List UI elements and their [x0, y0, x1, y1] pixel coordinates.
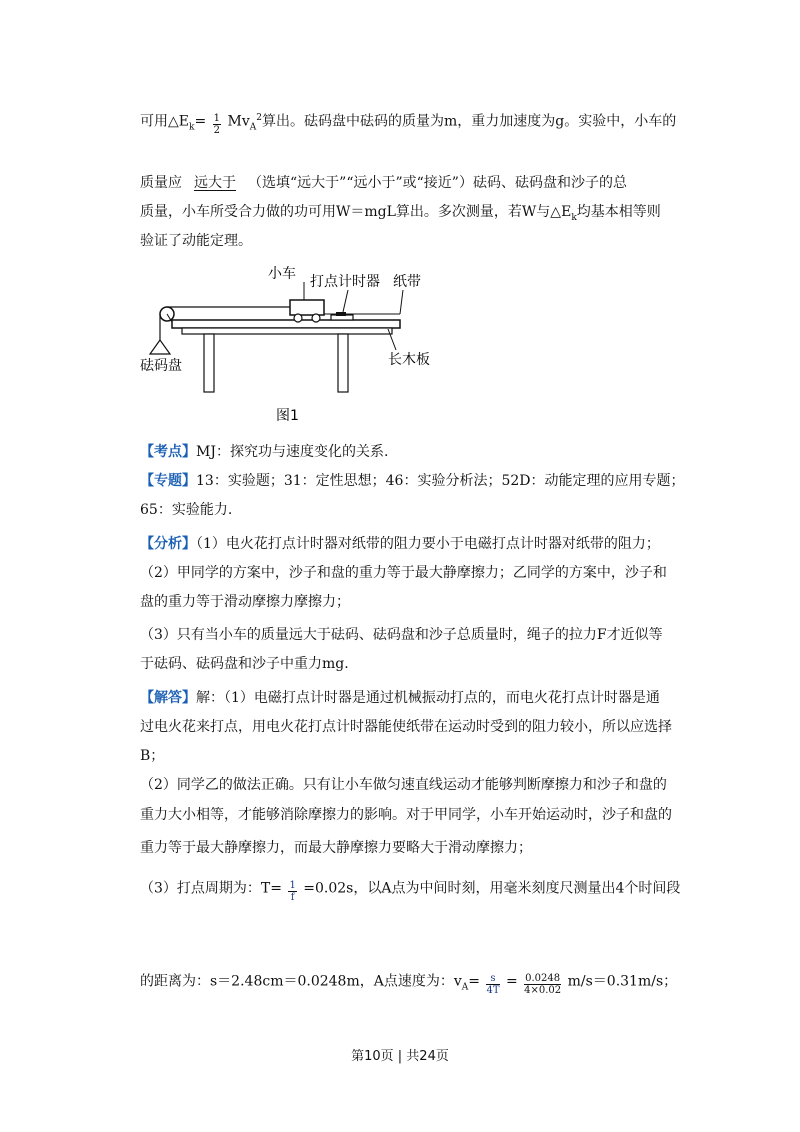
text-line-3: 质量，小车所受合力做的功可用W＝mgL算出。多次测量，若W与$\triangle E_k$均基本相等则 — [140, 204, 661, 223]
jieda-line-2: 过电火花来打点，用电火花打点计时器能使纸带在运动时受到的阻力较小，所以应选择 — [140, 719, 672, 735]
page-footer: 第10页 | 共24页 — [351, 1049, 449, 1064]
label-weight-pan: 砝码盘 — [140, 358, 182, 374]
fenxi-line-5: 于砝码、砝码盘和沙子中重力mg. — [140, 656, 349, 672]
zhuanti-line-2: 65：实验能力. — [140, 502, 233, 518]
label-tape: 纸带 — [393, 274, 421, 290]
jieda-line: 【解答】解：（1）电磁打点计时器是通过机械振动打点的，而电火花打点计时器是通 — [140, 690, 660, 706]
text-line-2: 质量应 远大于 （选填“远大于”“远小于”或“接近”）砝码、砝码盘和沙子的总 — [140, 175, 627, 191]
period-line: （3）打点周期为：T= $\frac{1}{f}$ =0.02s，以A点为中间时刻，用毫米刻度尺测量出4个时间段 — [140, 880, 681, 903]
fenxi-line-3: 盘的重力等于滑动摩擦力摩擦力； — [140, 594, 350, 610]
velocity-line: 的距离为：s＝2.48cm＝0.0248m，A点速度为：$v_A=$ $\frac{s}{4T}$ = $\frac{0.0248}{4\times 0.02}$ m/s＝0.31m/s； — [140, 973, 678, 996]
label-board: 长木板 — [388, 352, 430, 368]
text-line-1: 可用$\triangle E_k=$ $\frac{1}{2}$ $Mv_A^2$算出。砝码盘中砝码的质量为m，重力加速度为g。实验中，小车的 — [140, 113, 677, 137]
fenxi-line-4: （3）只有当小车的质量远大于砝码、砝码盘和沙子总质量时，绳子的拉力F才近似等 — [140, 627, 663, 643]
label-timer: 打点计时器 — [310, 274, 380, 290]
label-car: 小车 — [268, 266, 296, 282]
jieda-line-4: （2）同学乙的做法正确。只有让小车做匀速直线运动才能够判断摩擦力和沙子和盘的 — [140, 777, 667, 793]
text-line-4: 验证了动能定理。 — [140, 233, 252, 249]
jieda-line-5: 重力大小相等，才能够消除摩擦力的影响。对于甲同学，小车开始运动时，沙子和盘的 — [140, 807, 672, 823]
fenxi-line: 【分析】（1）电火花打点计时器对纸带的阻力要小于电磁打点计时器对纸带的阻力； — [140, 536, 660, 552]
figure-caption: 图1 — [276, 408, 299, 424]
kaodian-line: 【考点】MJ：探究功与速度变化的关系. — [140, 444, 389, 460]
answer-blank: 远大于 — [194, 175, 236, 191]
experiment-figure — [138, 262, 438, 432]
zhuanti-line: 【专题】13：实验题；31：定性思想；46：实验分析法；52D：动能定理的应用专题； — [140, 473, 685, 489]
jieda-line-6: 重力等于最大静摩擦力，而最大静摩擦力要略大于滑动摩擦力； — [140, 840, 532, 856]
fenxi-line-2: （2）甲同学的方案中，沙子和盘的重力等于最大静摩擦力；乙同学的方案中，沙子和 — [140, 565, 667, 581]
jieda-line-3: B； — [140, 748, 165, 764]
